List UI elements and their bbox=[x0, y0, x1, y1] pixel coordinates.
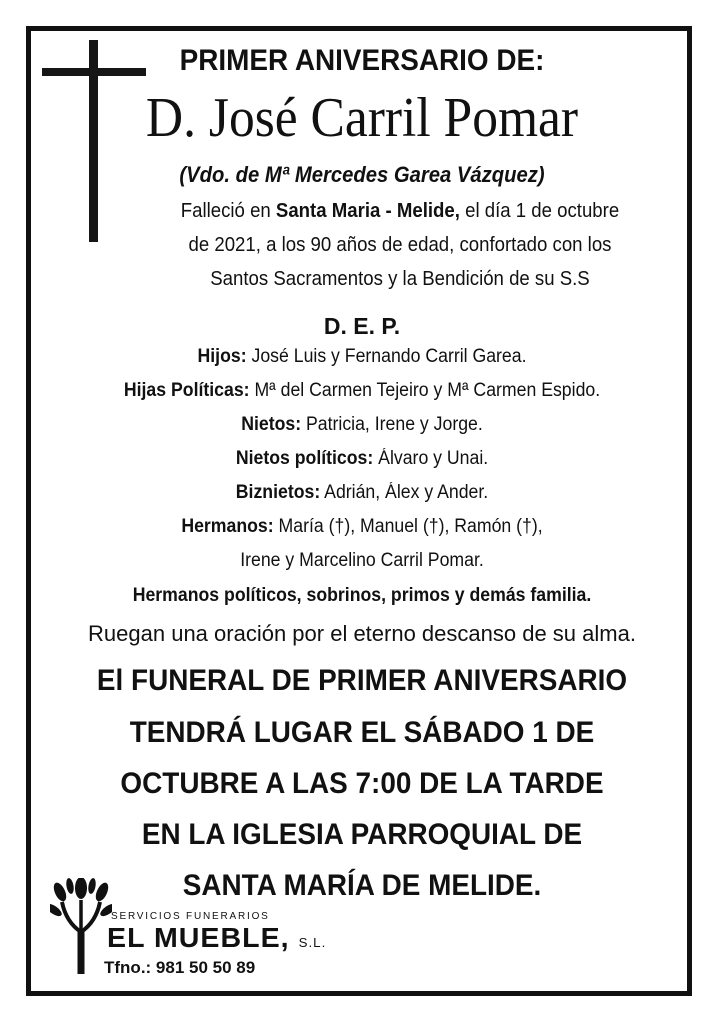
widower-of: (Vdo. de Mª Mercedes Garea Vázquez) bbox=[179, 162, 545, 187]
family-label: Biznietos: bbox=[235, 482, 321, 503]
family-label: Hijas Políticas: bbox=[123, 380, 250, 401]
dep-mark: D. E. P. bbox=[323, 313, 401, 339]
family-value: José Luis y Fernando Carril Garea. bbox=[246, 346, 527, 367]
tree-of-life-icon bbox=[50, 878, 112, 974]
family-biznietos bbox=[25, 482, 698, 504]
family-nietos bbox=[25, 414, 698, 436]
family-others: Hermanos políticos, sobrinos, primos y demás familia. bbox=[132, 585, 592, 606]
logo-suffix: S.L. bbox=[298, 935, 327, 950]
family-hermanos bbox=[25, 516, 698, 538]
family-value: María (†), Manuel (†), Ramón (†), bbox=[273, 516, 543, 537]
deceased-name: D. José Carril Pomar bbox=[145, 87, 579, 149]
family-nietos-politicos bbox=[25, 448, 698, 470]
death-notice-line-3: Santos Sacramentos y la Bendición de su S.S bbox=[210, 268, 590, 290]
funeral-line-2: TENDRÁ LUGAR EL SÁBADO 1 DE bbox=[129, 716, 595, 749]
logo-brand-name: EL MUEBLE, bbox=[107, 922, 290, 953]
death-date: el día 1 de octubre bbox=[459, 200, 620, 222]
family-value: Álvaro y Unai. bbox=[373, 448, 489, 469]
family-value: Patricia, Irene y Jorge. bbox=[301, 414, 483, 435]
family-label: Nietos: bbox=[241, 414, 302, 435]
anniversary-title: PRIMER ANIVERSARIO DE: bbox=[179, 44, 545, 77]
death-notice-line-1 bbox=[172, 200, 628, 223]
family-value: Adrián, Álex y Ander. bbox=[320, 482, 489, 503]
logo-phone: Tfno.: 981 50 50 89 bbox=[104, 958, 256, 977]
family-hijas-politicas bbox=[25, 380, 698, 402]
family-label: Hermanos: bbox=[181, 516, 274, 537]
logo-subtitle: SERVICIOS FUNERARIOS bbox=[111, 911, 270, 922]
family-hermanos-line-2: Irene y Marcelino Carril Pomar. bbox=[240, 550, 484, 571]
family-value: Mª del Carmen Tejeiro y Mª Carmen Espido. bbox=[249, 380, 601, 401]
funeral-home-logo bbox=[50, 878, 330, 978]
family-hijos bbox=[25, 346, 698, 368]
death-notice-text: Falleció en bbox=[180, 200, 276, 222]
death-place: Santa Maria - Melide, bbox=[275, 200, 460, 222]
logo-brand bbox=[107, 922, 326, 954]
funeral-line-4: EN LA IGLESIA PARROQUIAL DE bbox=[141, 818, 583, 851]
death-notice-line-2: de 2021, a los 90 años de edad, confortado con los bbox=[188, 234, 612, 256]
prayer-request: Ruegan una oración por el eterno descanso de su alma. bbox=[88, 621, 636, 646]
family-label: Nietos políticos: bbox=[235, 448, 374, 469]
funeral-line-5: SANTA MARÍA DE MELIDE. bbox=[182, 869, 542, 902]
family-label: Hijos: bbox=[197, 346, 247, 367]
funeral-line-1: El FUNERAL DE PRIMER ANIVERSARIO bbox=[96, 664, 628, 697]
funeral-line-3: OCTUBRE A LAS 7:00 DE LA TARDE bbox=[120, 767, 604, 800]
